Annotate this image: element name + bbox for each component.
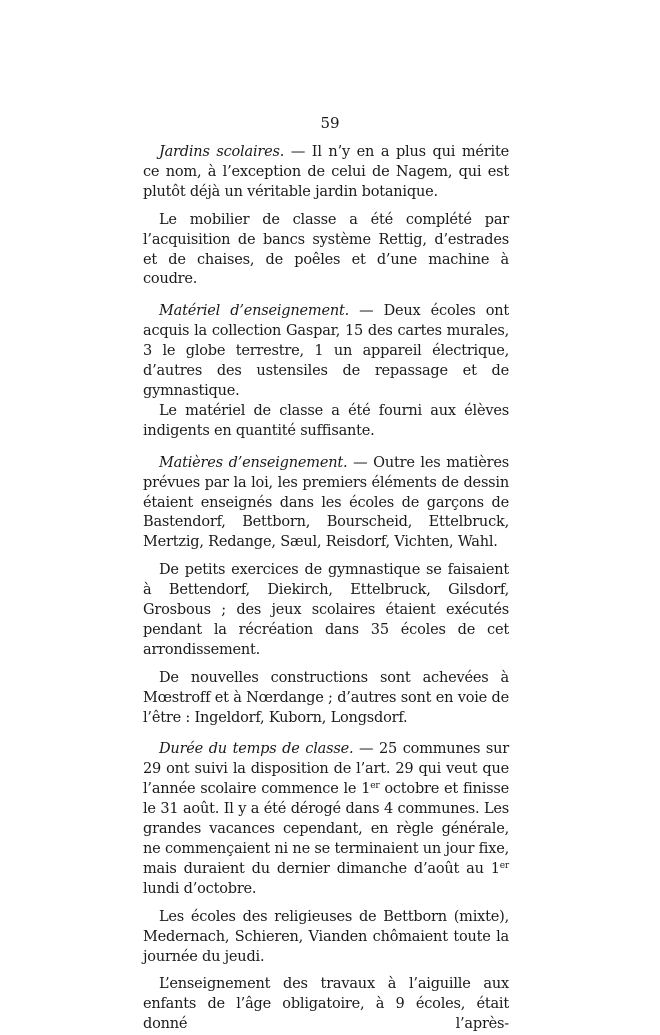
paragraph-duree-temps-classe [143, 740, 509, 899]
paragraph-jardins-scolaires [143, 143, 509, 203]
mobilier-text: Le mobilier de classe a été complété par l’acquisition de bancs système Rettig, d’estrades et de chaises, de poêles et d’une machine à coudre. [143, 211, 509, 288]
travaux-aiguille-text: L’enseignement des travaux à l’aiguille aux enfants de l’âge obligatoire, à 9 écoles, était donné l’après- [143, 976, 509, 1033]
heading-jardins-scolaires: Jardins scolaires. [159, 144, 285, 160]
constructions-text: De nouvelles constructions sont achevées à Mœstroff et à Nœrdange ; d’autres sont en voie de l’être : Ingeldorf, Kuborn, Longsdorf. [143, 669, 509, 726]
ordinal-superscript: er [370, 781, 380, 792]
heading-matieres-enseignement: Matières d’enseignement. [159, 454, 348, 471]
gymnastique-text: De petits exercices de gymnastique se faisaient à Bettendorf, Diekirch, Ettelbruck, Gilsdorf, Grosbous ; des jeux scolaires étaient exécutés pendant la récréation dans 35 écoles de cet arrondissement. [143, 562, 509, 658]
paragraph-travaux-aiguille [143, 975, 509, 1035]
materiel-classe-text: Le matériel de classe a été fourni aux élèves indigents en quantité suffisante. [143, 402, 509, 439]
duree-text-part-2: octobre et finisse le 31 août. Il y a été dérogé dans 4 communes. Les grandes vacances cependant, en règle générale, ne commençaient ni ne se terminaient un jour fixe, mais duraient du dernier dimanche d’août au 1 [143, 781, 509, 877]
heading-materiel-enseignement: Matériel d’enseignement. [159, 303, 350, 320]
paragraph-matieres-enseignement [143, 454, 509, 554]
paragraph-materiel-classe [143, 402, 509, 442]
paragraph-mobilier [143, 211, 509, 291]
jardins-scolaires-text: — Il n’y en a plus qui mérite ce nom, à l’exception de celui de Nagem, qui est plutôt déjà un véritable jardin botanique. [143, 144, 509, 200]
paragraph-materiel-enseignement [143, 302, 509, 402]
body-text [143, 143, 509, 1035]
ordinal-superscript: er [499, 860, 509, 871]
heading-duree-temps-classe: Durée du temps de classe. [159, 741, 354, 758]
duree-text-part-3: lundi d’octobre. [143, 880, 257, 897]
matieres-enseignement-text: — Outre les matières prévues par la loi, les premiers éléments de dessin étaient enseignés dans les écoles de garçons de Bastendorf, Bettborn, Bourscheid, Ettelbruck, Mertzig, Redange, Sæul, Reisdorf, Vichten, Wahl. [143, 454, 509, 551]
page-number: 59 [320, 114, 340, 132]
duree-text-part-1: — 25 communes sur 29 ont suivi la disposition de l’art. 29 qui veut que l’année scolaire commence le 1 [143, 741, 509, 798]
paragraph-religieuses [143, 908, 509, 968]
religieuses-text: Les écoles des religieuses de Bettborn (mixte), Medernach, Schieren, Vianden chômaient toute la journée du jeudi. [143, 908, 509, 965]
materiel-enseignement-text: — Deux écoles ont acquis la collection Gaspar, 15 des cartes murales, 3 le globe terrestre, 1 un appareil électrique, d’autres des ustensiles de repassage et de gymnastique. [143, 303, 509, 399]
paragraph-constructions [143, 669, 509, 729]
paragraph-gymnastique [143, 561, 509, 661]
